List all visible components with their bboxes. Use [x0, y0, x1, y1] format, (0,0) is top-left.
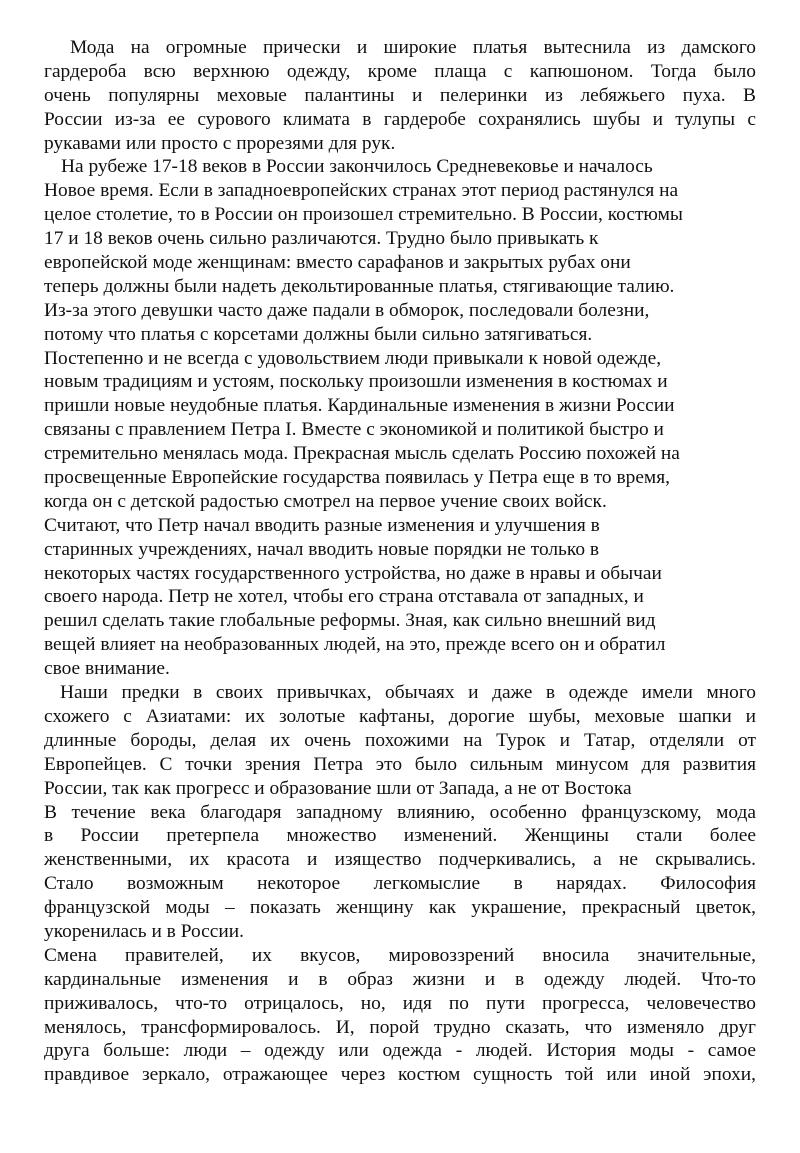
text-line: французской моды – показать женщину как украшение, прекрасный цветок, — [44, 897, 756, 919]
text-line: гардероба всю верхнюю одежду, кроме плаща с капюшоном. Тогда было — [44, 60, 756, 82]
text-line: правдивое зеркало, отражающее через костюм сущность той или иной эпохи, — [44, 1064, 756, 1086]
text-line: приживалось, что-то отрицалось, но, идя по пути прогресса, человечество — [44, 992, 756, 1014]
text-line: потому что платья с корсетами должны были сильно затягиваться. — [44, 323, 593, 345]
text-line: теперь должны были надеть декольтированные платья, стягивающие талию. — [44, 275, 675, 297]
text-line: стремительно менялась мода. Прекрасная мысль сделать Россию похожей на — [44, 443, 680, 465]
text-line: Новое время. Если в западноевропейских странах этот период растянулся на — [44, 180, 679, 202]
text-line: Наши предки в своих привычках, обычаях и даже в одежде имели много — [60, 682, 756, 704]
text-line: Постепенно и не всегда с удовольствием люди привыкали к новой одежде, — [44, 347, 662, 369]
text-line: Считают, что Петр начал вводить разные изменения и улучшения в — [44, 514, 600, 536]
text-line: своего народа. Петр не хотел, чтобы его страна отставала от западных, и — [44, 586, 644, 608]
text-line: женственными, их красота и изящество подчеркивались, а не скрывались. — [44, 849, 756, 871]
text-line: Смена правителей, их вкусов, мировоззрений вносила значительные, — [44, 944, 756, 966]
text-line: Европейцев. С точки зрения Петра это было сильным минусом для развития — [44, 753, 756, 775]
text-line: Из-за этого девушки часто даже падали в обморок, последовали болезни, — [44, 299, 650, 321]
text-line: друга больше: люди – одежду или одежда - людей. История моды - самое — [44, 1040, 756, 1062]
text-line: целое столетие, то в России он произошел стремительно. В России, костюмы — [44, 204, 683, 226]
text-line: России, так как прогресс и образование шли от Запада, а не от Востока — [44, 777, 632, 799]
text-line: просвещенные Европейские государства появилась у Петра еще в то время, — [44, 467, 670, 489]
text-line: связаны с правлением Петра I. Вместе с экономикой и политикой быстро и — [44, 419, 664, 441]
text-line: старинных учреждениях, начал вводить новые порядки не только в — [44, 538, 600, 560]
body-text — [44, 36, 756, 1087]
text-line: кардинальные изменения и в образ жизни и в одежду людей. Что-то — [44, 968, 756, 990]
text-line: решил сделать такие глобальные реформы. Зная, как сильно внешний вид — [44, 610, 656, 632]
text-line: России из-за ее сурового климата в гардеробе сохранялись шубы и тулупы с — [44, 108, 756, 130]
text-line: рукавами или просто с прорезями для рук. — [44, 132, 396, 154]
text-line: менялось, трансформировалось. И, порой трудно сказать, что изменяло друг — [44, 1016, 756, 1038]
text-line: укоренилась и в России. — [44, 920, 244, 942]
text-line: схожего с Азиатами: их золотые кафтаны, дорогие шубы, меховые шапки и — [44, 705, 756, 727]
text-line: когда он с детской радостью смотрел на первое учение своих войск. — [44, 490, 607, 512]
text-line: Мода на огромные прически и широкие платья вытеснила из дамского — [70, 37, 756, 58]
text-line: На рубеже 17-18 веков в России закончилось Средневековье и началось — [61, 156, 653, 178]
text-line: в России претерпела множество изменений. Женщины стали более — [44, 825, 756, 847]
text-line: европейской моде женщинам: вместо сарафанов и закрытых рубах они — [44, 252, 631, 274]
text-line: длинные бороды, делая их очень похожими на Турок и Татар, отделяли от — [44, 729, 756, 751]
text-line: новым традициям и устоям, поскольку произошли изменения в костюмах и — [44, 371, 668, 393]
text-line: некоторых частях государственного устройства, но даже в нравы и обычаи — [44, 562, 662, 584]
text-line: Стало возможным некоторое легкомыслие в нарядах. Философия — [44, 873, 756, 895]
text-line: пришли новые неудобные платья. Кардинальные изменения в жизни России — [44, 395, 675, 417]
text-line: очень популярны меховые палантины и пелеринки из лебяжьего пуха. В — [44, 84, 756, 106]
text-line: свое внимание. — [44, 658, 170, 680]
text-line: вещей влияет на необразованных людей, на это, прежде всего он и обратил — [44, 634, 666, 656]
text-line: В течение века благодаря западному влиянию, особенно французскому, мода — [44, 801, 756, 823]
text-line: 17 и 18 веков очень сильно различаются. Трудно было привыкать к — [44, 228, 599, 250]
